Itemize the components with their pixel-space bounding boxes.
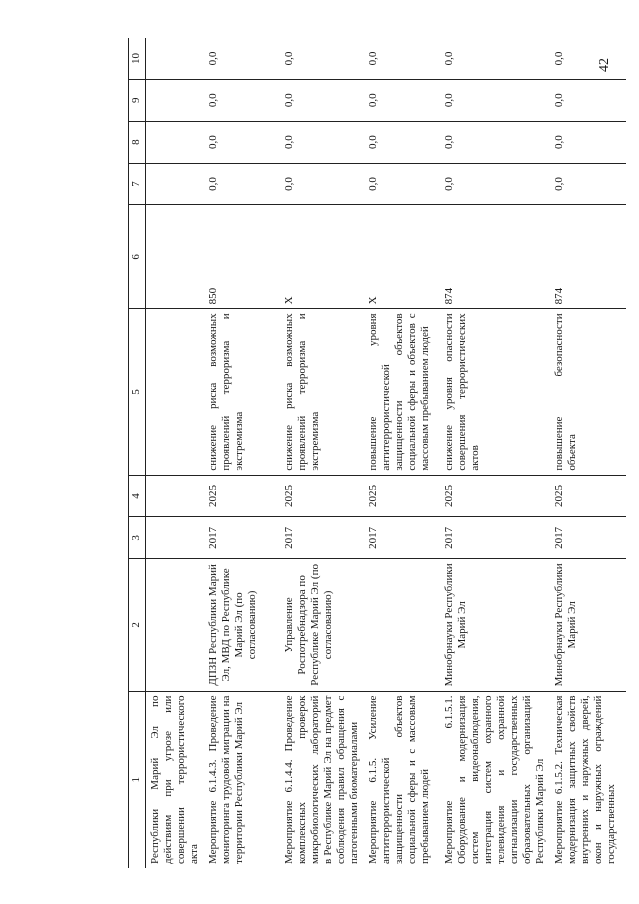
activity-name-cell: Мероприятие 6.1.5.1. Оборудование и модернизация систем видеонаблюдения, интеграция систем охранного телевидения и охранной сигнализации государственных образовательных организаций Республики Марий Эл	[443, 695, 546, 864]
activity-name-cell: Республики Марий Эл по действиям при угрозе или совершении террористического акта	[149, 695, 200, 864]
column-header: 4	[129, 475, 146, 517]
start-year-cell: 2017	[550, 517, 626, 559]
executor-cell: Минобрнауки Республики Марий Эл	[440, 559, 550, 691]
expected-result-cell: снижение риска возможных проявлений терроризма и экстремизма	[204, 309, 280, 475]
code-cell: X	[280, 205, 364, 309]
expected-result-cell	[146, 309, 205, 475]
end-year-cell: 2025	[364, 475, 440, 517]
column-number-row	[129, 38, 146, 868]
value-cell: 0,0	[204, 163, 280, 205]
value-cell: 0,0	[364, 163, 440, 205]
column-header: 6	[129, 205, 146, 309]
start-year-cell: 2017	[280, 517, 364, 559]
executor-cell: Минобрнауки Республики Марий Эл	[550, 559, 626, 691]
expected-result-cell: снижение уровня опасности совершения террористических актов	[440, 309, 550, 475]
value-cell	[146, 121, 205, 163]
start-year-cell: 2017	[364, 517, 440, 559]
expected-result-cell: повышение безопасности объекта	[550, 309, 626, 475]
table-row	[280, 38, 364, 868]
value-cell: 0,0	[440, 163, 550, 205]
executor-cell: ДПЗН Республики Марий Эл, МВД по Республике Марий Эл (по согласованию)	[204, 559, 280, 691]
code-cell	[146, 205, 205, 309]
table-row	[364, 38, 440, 868]
expected-result-cell: снижение риска возможных проявлений терроризма и экстремизма	[280, 309, 364, 475]
value-cell: 0,0	[440, 79, 550, 121]
column-header: 2	[129, 559, 146, 691]
column-header: 8	[129, 121, 146, 163]
end-year-cell	[146, 475, 205, 517]
activity-name-cell: Мероприятие 6.1.5.2. Техническая модернизация защитных свойств внутренних и наружных дверей, окон и наружных ограждений государственных	[553, 695, 617, 864]
page-number: 42	[597, 58, 612, 72]
table-row	[146, 38, 205, 868]
column-header: 1	[129, 691, 146, 868]
value-cell: 0,0	[440, 121, 550, 163]
value-cell	[146, 79, 205, 121]
value-cell	[146, 38, 205, 79]
end-year-cell: 2025	[204, 475, 280, 517]
start-year-cell: 2017	[440, 517, 550, 559]
table-row	[204, 38, 280, 868]
value-cell: 0,0	[280, 79, 364, 121]
code-cell: 874	[550, 205, 626, 309]
executor-cell: Управление Роспотребнадзора по Республике Марий Эл (по согласованию)	[280, 559, 364, 691]
executor-cell	[364, 559, 440, 691]
code-cell: 874	[440, 205, 550, 309]
value-cell	[146, 163, 205, 205]
value-cell: 0,0	[550, 121, 626, 163]
value-cell: 0,0	[364, 38, 440, 79]
activity-name-cell: Мероприятие 6.1.4.4. Проведение комплексных проверок микробиологических лабораторий в Республике Марий Эл на предмет соблюдения правил обращения с патогенными биоматериалами	[283, 695, 360, 864]
expected-result-cell: повышение уровня антитеррористической защищенности объектов социальной сферы и объектов с массовым пребыванием людей	[364, 309, 440, 475]
value-cell: 0,0	[280, 121, 364, 163]
executor-cell	[146, 559, 205, 691]
value-cell: 0,0	[550, 38, 626, 79]
activity-name-cell: Мероприятие 6.1.5. Усиление антитеррористической защищенности объектов социальной сферы и с массовым пребыванием людей	[367, 695, 431, 864]
table-row	[550, 38, 626, 868]
value-cell: 0,0	[364, 79, 440, 121]
column-header: 5	[129, 309, 146, 475]
end-year-cell: 2025	[550, 475, 626, 517]
value-cell: 0,0	[550, 79, 626, 121]
end-year-cell: 2025	[440, 475, 550, 517]
start-year-cell	[146, 517, 205, 559]
value-cell: 0,0	[280, 38, 364, 79]
table-row	[440, 38, 550, 868]
column-header: 3	[129, 517, 146, 559]
code-cell: 850	[204, 205, 280, 309]
column-header: 7	[129, 163, 146, 205]
column-header: 9	[129, 79, 146, 121]
code-cell: X	[364, 205, 440, 309]
value-cell: 0,0	[204, 38, 280, 79]
value-cell: 0,0	[364, 121, 440, 163]
value-cell: 0,0	[204, 121, 280, 163]
column-header: 10	[129, 38, 146, 79]
value-cell: 0,0	[440, 38, 550, 79]
value-cell: 0,0	[550, 163, 626, 205]
value-cell: 0,0	[204, 79, 280, 121]
end-year-cell: 2025	[280, 475, 364, 517]
activity-name-cell: Мероприятие 6.1.4.3. Проведение мониторинга трудовой миграции на территории Республики Марий Эл	[207, 695, 245, 864]
start-year-cell: 2017	[204, 517, 280, 559]
activities-table	[128, 38, 626, 868]
value-cell: 0,0	[280, 163, 364, 205]
